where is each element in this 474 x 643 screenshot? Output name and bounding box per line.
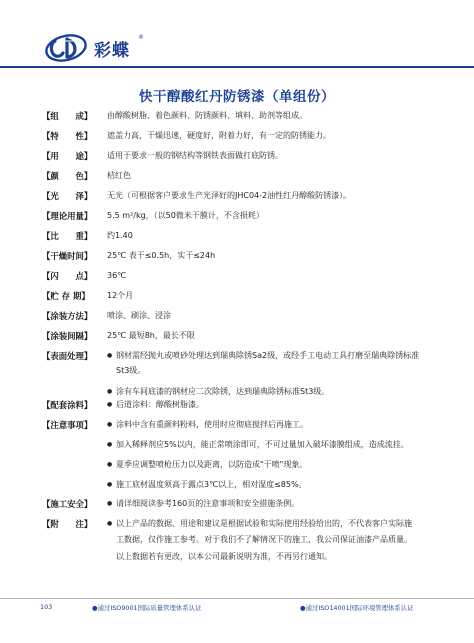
spec-label: 【涂装方法】 (42, 311, 93, 321)
bullet-icon: ● (107, 481, 113, 488)
list-item-text: 夏季应调整喷枪压力以及距离，以防造成"干喷"现象。 (116, 460, 308, 469)
spec-value: 36℃ (107, 271, 127, 280)
list-item-text: 以上产品的数据、用途和建议是根据试验和实际使用经验给出的，不代表客户实际施 (116, 519, 412, 528)
list-item-text: 钢材需经抛丸或喷砂处理达到瑞典除锈Sa2级，或经手工电动工具打磨至瑞典除锈标准 (116, 351, 420, 360)
spec-label: 【附 注】 (42, 519, 93, 529)
spec-label: 【施工安全】 (42, 499, 93, 509)
iso9001-certification: ●通过ISO9001国际质量管理体系认证 (92, 604, 202, 612)
spec-value: 12个月 (107, 291, 134, 300)
spec-label: 【组 成】 (42, 111, 93, 121)
spec-value: 5.5 m²/kg，（以50微米干膜计，不含损耗） (107, 211, 264, 220)
footer-divider (0, 598, 474, 599)
list-item (107, 385, 447, 399)
page-header (0, 0, 474, 66)
bullet-icon: ● (107, 421, 113, 428)
spec-value: 25℃ 表干≤0.5h，实干≤24h (107, 251, 216, 260)
list-item (107, 438, 447, 452)
list-item-text: 工数据，仅作施工参考。对于我们不了解情况下的施工，我公司保证油漆产品质量。 (116, 535, 412, 544)
list-item-text: 施工底材温度须高于露点3℃以上，相对湿度≤85%。 (116, 480, 307, 489)
spec-label: 【颜 色】 (42, 171, 93, 181)
list-item (107, 478, 447, 492)
spec-value: 喷涂、刷涂、浸涂 (107, 311, 171, 320)
butterfly-logo-icon (44, 33, 88, 63)
list-item (107, 458, 447, 472)
spec-value: 由醇酸树脂、着色颜料、防锈颜料、填料、助剂等组成。 (107, 111, 307, 120)
list-item-text: 涂有车间底漆的钢材应二次除锈，达到瑞典除锈标准St3级。 (116, 387, 330, 396)
list-item-text: 加入稀释剂应5%以内，能正常喷涂即可，不可过量加入破坏漆膜组成，造成流挂。 (116, 440, 409, 449)
spec-label: 【表面处理】 (42, 351, 93, 361)
bullet-icon: ● (107, 520, 113, 527)
list-item (107, 398, 447, 412)
spec-label: 【闪 点】 (42, 271, 93, 281)
list-item-text: 请详细阅读参考160页的注意事项和安全措施条例。 (116, 499, 300, 508)
spec-value: 遮盖力高，干燥迅速，硬度好，附着力好，有一定的防锈能力。 (107, 131, 331, 140)
spec-value: 无光（可根据客户要求生产光泽好的JHC04-2油性红丹醇酸防锈漆）。 (107, 191, 352, 200)
spec-value: 适用于要求一般的钢结构等钢铁表面做打底防锈。 (107, 151, 283, 160)
brand-name: 彩蝶 (94, 41, 130, 61)
page-number: 103 (40, 603, 53, 611)
registered-mark: ® (138, 34, 144, 41)
spec-label: 【光 泽】 (42, 191, 93, 201)
spec-label: 【配套涂料】 (42, 400, 93, 410)
bullet-icon: ● (107, 441, 113, 448)
list-item-text: 后道涂料：醇酸树脂漆。 (116, 400, 204, 409)
list-item-text: 以上数据若有更改，以本公司最新说明为准，不再另行通知。 (116, 552, 332, 561)
spec-label: 【干燥时间】 (42, 251, 93, 261)
spec-value: 桔红色 (107, 171, 131, 180)
bullet-icon: ● (107, 388, 113, 395)
bullet-icon: ● (107, 401, 113, 408)
spec-value: 25℃ 最短8h，最长不限 (107, 331, 195, 340)
list-item (107, 349, 447, 363)
product-title: 快干醇酸红丹防锈漆（单组份） (139, 89, 335, 105)
spec-label: 【用 途】 (42, 151, 93, 161)
list-item (107, 517, 447, 531)
spec-value: 约1.40 (107, 231, 133, 240)
spec-label: 【涂装间隔】 (42, 331, 93, 341)
spec-label: 【比 重】 (42, 231, 93, 241)
list-item-text: 涂料中含有重颜料粉料，使用时应彻底搅拌后再施工。 (116, 420, 308, 429)
spec-label: 【理论用量】 (42, 211, 93, 221)
iso14001-certification: ●通过ISO14001国际环境管理体系认证 (300, 604, 414, 612)
bullet-icon: ● (107, 500, 113, 507)
spec-label: 【注意事项】 (42, 420, 93, 430)
spec-label: 【贮 存 期】 (42, 291, 90, 301)
header-divider (0, 66, 474, 68)
bullet-icon: ● (107, 461, 113, 468)
spec-label: 【特 性】 (42, 131, 93, 141)
list-item (107, 418, 447, 432)
bullet-icon: ● (107, 352, 113, 359)
list-item-text: St3级。 (116, 366, 146, 375)
list-item (107, 497, 447, 511)
